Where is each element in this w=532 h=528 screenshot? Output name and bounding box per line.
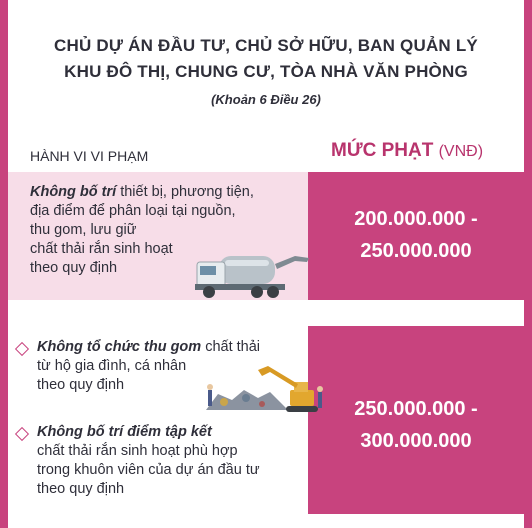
row-2-item-2-line: chất thải rắn sinh hoạt phù hợp — [37, 443, 238, 459]
row-1-fine-to: 250.000.000 — [360, 240, 472, 262]
row-1-line: theo quy định — [30, 260, 118, 276]
row-2-item-2-emphasis: Không bố trí điểm tập kết — [37, 424, 212, 440]
title-line-2: KHU ĐÔ THỊ, CHUNG CƯ, TÒA NHÀ VĂN PHÒNG — [64, 62, 468, 81]
garbage-truck-icon — [191, 238, 311, 302]
row-1-emphasis: Không bố trí — [30, 184, 117, 200]
infographic-card — [8, 0, 524, 528]
row-1-line: thiết bị, phương tiện, — [116, 184, 254, 200]
row-1-line: thu gom, lưu giữ — [30, 222, 137, 238]
row-1-line: địa điểm để phân loại tại nguồn, — [30, 203, 236, 219]
row-2-fine-to: 300.000.000 — [360, 430, 472, 452]
row-2-item-1-line: theo quy định — [37, 377, 125, 393]
row-2-item-1-line: chất thải — [201, 339, 261, 355]
row-2-item-2-line: trong khuôn viên của dự án đầu tư — [37, 462, 260, 478]
row-1-line: chất thải rắn sinh hoạt — [30, 241, 173, 257]
row-2-item-2-line: theo quy định — [37, 481, 125, 497]
subtitle: (Khoản 6 Điều 26) — [211, 92, 321, 107]
row-2-fine-from: 250.000.000 - — [354, 398, 478, 420]
row-2-item-2-text — [37, 423, 327, 499]
excavator-waste-icon — [198, 360, 326, 418]
column-header-violation: HÀNH VI VI PHẠM — [30, 148, 149, 164]
title-line-1: CHỦ DỰ ÁN ĐẦU TƯ, CHỦ SỞ HỮU, BAN QUẢN LÝ — [54, 36, 478, 55]
fine-unit: (VNĐ) — [438, 143, 484, 160]
row-2-item-1-emphasis: Không tổ chức thu gom — [37, 339, 202, 355]
column-header-fine — [331, 140, 483, 162]
row-2-item-1-line: từ hộ gia đình, cá nhân — [37, 358, 187, 374]
row-1-fine-from: 200.000.000 - — [354, 208, 478, 230]
fine-label: MỨC PHẠT — [331, 140, 434, 161]
